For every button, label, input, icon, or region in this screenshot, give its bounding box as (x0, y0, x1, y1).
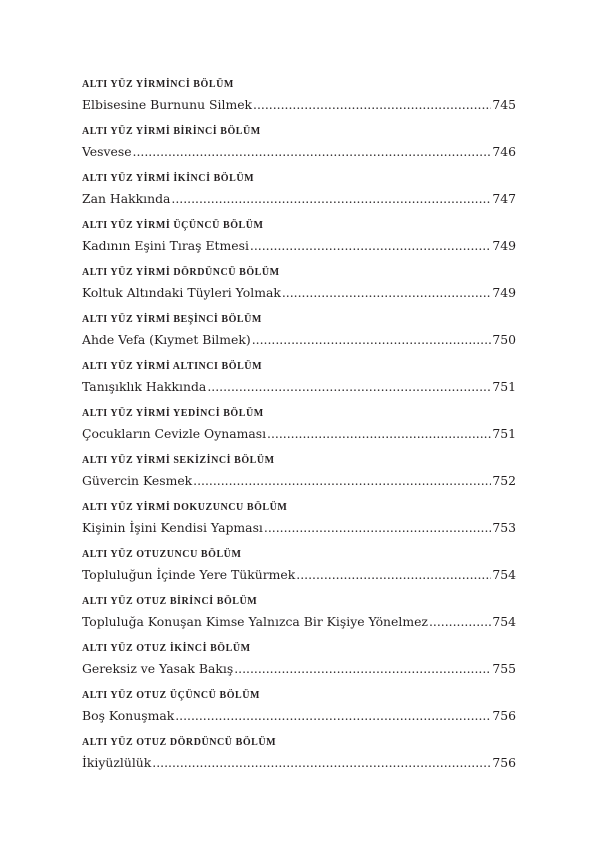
toc-entry (82, 313, 516, 360)
chapter-heading: ALTI YÜZ YİRMİ BİRİNCİ BÖLÜM (82, 126, 261, 137)
dot-leader (267, 423, 491, 444)
toc-line[interactable] (82, 752, 516, 773)
chapter-heading: ALTI YÜZ YİRMİ ÜÇÜNCÜ BÖLÜM (82, 220, 264, 231)
page-number: 746 (492, 144, 516, 159)
toc-entry (82, 642, 516, 689)
entry-title: Koltuk Altındaki Tüyleri Yolmak (82, 285, 281, 300)
toc-line[interactable] (82, 282, 516, 303)
entry-title: Boş Konuşmak (82, 708, 175, 723)
table-of-contents (82, 78, 516, 783)
dot-leader (234, 658, 491, 679)
toc-line[interactable] (82, 235, 516, 256)
chapter-heading: ALTI YÜZ YİRMİ DOKUZUNCU BÖLÜM (82, 502, 288, 513)
chapter-heading: ALTI YÜZ OTUZUNCU BÖLÜM (82, 549, 242, 560)
chapter-heading: ALTI YÜZ YİRMİNCİ BÖLÜM (82, 79, 234, 90)
dot-leader (133, 141, 492, 162)
dot-leader (296, 564, 491, 585)
toc-line[interactable] (82, 517, 516, 538)
dot-leader (282, 282, 491, 303)
dot-leader (264, 517, 491, 538)
toc-entry (82, 360, 516, 407)
entry-title: Gereksiz ve Yasak Bakış (82, 661, 234, 676)
entry-title: Güvercin Kesmek (82, 473, 193, 488)
page-number: 749 (492, 285, 516, 300)
chapter-heading: ALTI YÜZ YİRMİ İKİNCİ BÖLÜM (82, 173, 255, 184)
chapter-heading: ALTI YÜZ OTUZ İKİNCİ BÖLÜM (82, 643, 251, 654)
page-number: 753 (492, 520, 516, 535)
toc-entry (82, 501, 516, 548)
toc-line[interactable] (82, 611, 516, 632)
toc-entry (82, 736, 516, 783)
page-number: 754 (492, 567, 516, 582)
dot-leader (253, 94, 491, 115)
toc-line[interactable] (82, 188, 516, 209)
entry-title: Çocukların Cevizle Oynaması (82, 426, 267, 441)
entry-title: Kişinin İşini Kendisi Yapması (82, 520, 263, 535)
chapter-heading: ALTI YÜZ YİRMİ YEDİNCİ BÖLÜM (82, 408, 264, 419)
page-number: 745 (492, 97, 516, 112)
entry-title: Tanışıklık Hakkında (82, 379, 207, 394)
toc-line[interactable] (82, 94, 516, 115)
entry-title: Topluluğun İçinde Yere Tükürmek (82, 567, 296, 582)
page-number: 755 (492, 661, 516, 676)
toc-line[interactable] (82, 564, 516, 585)
toc-entry (82, 78, 516, 125)
entry-title: Vesvese (82, 144, 132, 159)
page-number: 749 (492, 238, 516, 253)
toc-entry (82, 219, 516, 266)
page-number: 754 (492, 614, 516, 629)
toc-line[interactable] (82, 329, 516, 350)
entry-title: Topluluğa Konuşan Kimse Yalnızca Bir Kişiye Yönelmez (82, 614, 428, 629)
entry-title: Kadının Eşini Tıraş Etmesi (82, 238, 249, 253)
page-number: 751 (492, 426, 516, 441)
entry-title: Zan Hakkında (82, 191, 171, 206)
toc-entry (82, 125, 516, 172)
dot-leader (193, 470, 491, 491)
chapter-heading: ALTI YÜZ YİRMİ ALTINCI BÖLÜM (82, 361, 263, 372)
page-number: 756 (492, 708, 516, 723)
toc-entry (82, 548, 516, 595)
toc-line[interactable] (82, 376, 516, 397)
chapter-heading: ALTI YÜZ OTUZ ÜÇÜNCÜ BÖLÜM (82, 690, 261, 701)
dot-leader (250, 235, 491, 256)
toc-entry (82, 595, 516, 642)
page-number: 752 (492, 473, 516, 488)
dot-leader (429, 611, 491, 632)
page-number: 756 (492, 755, 516, 770)
dot-leader (175, 705, 491, 726)
toc-entry (82, 407, 516, 454)
toc-entry (82, 266, 516, 313)
dot-leader (207, 376, 491, 397)
entry-title: Elbisesine Burnunu Silmek (82, 97, 253, 112)
chapter-heading: ALTI YÜZ OTUZ BİRİNCİ BÖLÜM (82, 596, 258, 607)
chapter-heading: ALTI YÜZ YİRMİ BEŞİNCİ BÖLÜM (82, 314, 262, 325)
dot-leader (252, 329, 492, 350)
page-number: 750 (492, 332, 516, 347)
toc-line[interactable] (82, 470, 516, 491)
entry-title: Ahde Vefa (Kıymet Bilmek) (82, 332, 251, 347)
chapter-heading: ALTI YÜZ YİRMİ SEKİZİNCİ BÖLÜM (82, 455, 275, 466)
toc-entry (82, 454, 516, 501)
toc-entry (82, 172, 516, 219)
toc-line[interactable] (82, 658, 516, 679)
toc-entry (82, 689, 516, 736)
chapter-heading: ALTI YÜZ YİRMİ DÖRDÜNCÜ BÖLÜM (82, 267, 280, 278)
toc-line[interactable] (82, 141, 516, 162)
entry-title: İkiyüzlülük (82, 755, 152, 770)
dot-leader (152, 752, 491, 773)
dot-leader (171, 188, 491, 209)
toc-line[interactable] (82, 423, 516, 444)
page-number: 751 (492, 379, 516, 394)
page-number: 747 (492, 191, 516, 206)
chapter-heading: ALTI YÜZ OTUZ DÖRDÜNCÜ BÖLÜM (82, 737, 277, 748)
toc-line[interactable] (82, 705, 516, 726)
